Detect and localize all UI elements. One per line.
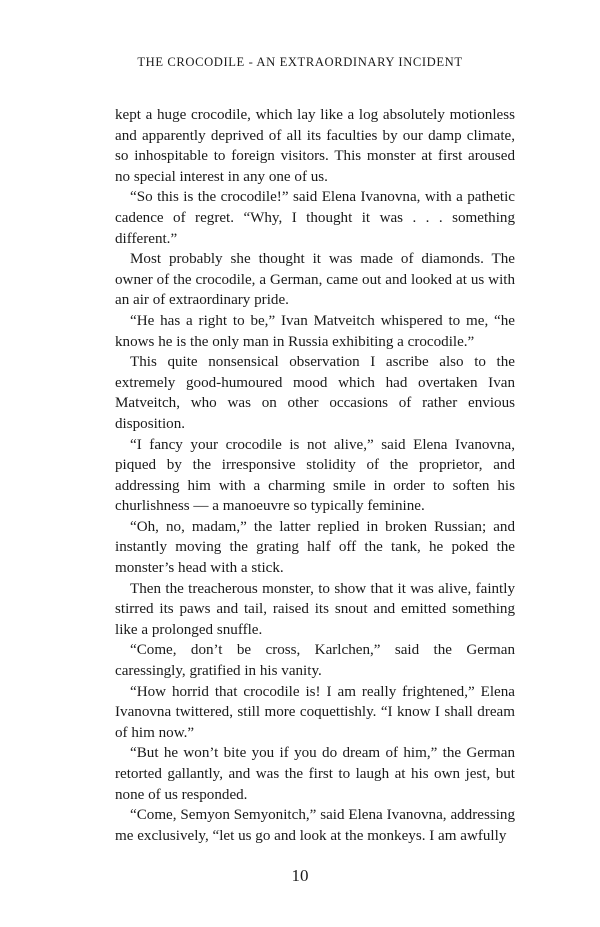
paragraph: “He has a right to be,” Ivan Matveitch whispered to me, “he knows he is the only man in Russia exhibiting a crocodile.” [115,312,515,350]
paragraph: “I fancy your crocodile is not alive,” said Elena Ivanovna, piqued by the irresponsive stolidity of the proprietor, and addressing him with a charming smile in order to soften his churlishness — a manoeuvre so typically feminine. [115,436,515,515]
paragraph: “So this is the crocodile!” said Elena Ivanovna, with a pathetic cadence of regret. “Why, I thought it was . . . something different.” [115,189,515,247]
paragraph: “How horrid that crocodile is! I am really frightened,” Elena Ivanovna twittered, still more coquettishly. “I know I shall dream of him now.” [115,683,515,741]
paragraph: “But he won’t bite you if you do dream of him,” the German retorted gallantly, and was the first to laugh at his own jest, but none of us responded. [115,745,515,803]
paragraph: “Oh, no, madam,” the latter replied in broken Russian; and instantly moving the grating half off the tank, he poked the monster’s head with a stick. [115,518,515,577]
page-number: 10 [291,866,309,885]
paragraph: “Come, don’t be cross, Karlchen,” said the German caressingly, gratified in his vanity. [115,642,515,680]
body-text [115,105,515,846]
paragraph: Then the treacherous monster, to show that it was alive, faintly stirred its paws and tail, raised its snout and emitted something like a prolonged snuffle. [115,580,515,638]
paragraph: kept a huge crocodile, which lay like a log absolutely motionless and apparently deprived of all its faculties by our damp climate, so inhospitable to foreign visitors. This monster at first aroused no special interest in any one of us. [115,107,515,185]
paragraph: This quite nonsensical observation I ascribe also to the extremely good-humoured mood which had overtaken Ivan Matveitch, who was on other occasions of rather envious disposition. [115,354,515,432]
paragraph: Most probably she thought it was made of diamonds. The owner of the crocodile, a German, came out and looked at us with an air of extraordinary pride. [115,251,515,309]
running-head: THE CROCODILE - AN EXTRAORDINARY INCIDENT [137,55,463,69]
paragraph: “Come, Semyon Semyonitch,” said Elena Ivanovna, addressing me exclusively, “let us go and look at the monkeys. I am awfully [115,807,515,844]
